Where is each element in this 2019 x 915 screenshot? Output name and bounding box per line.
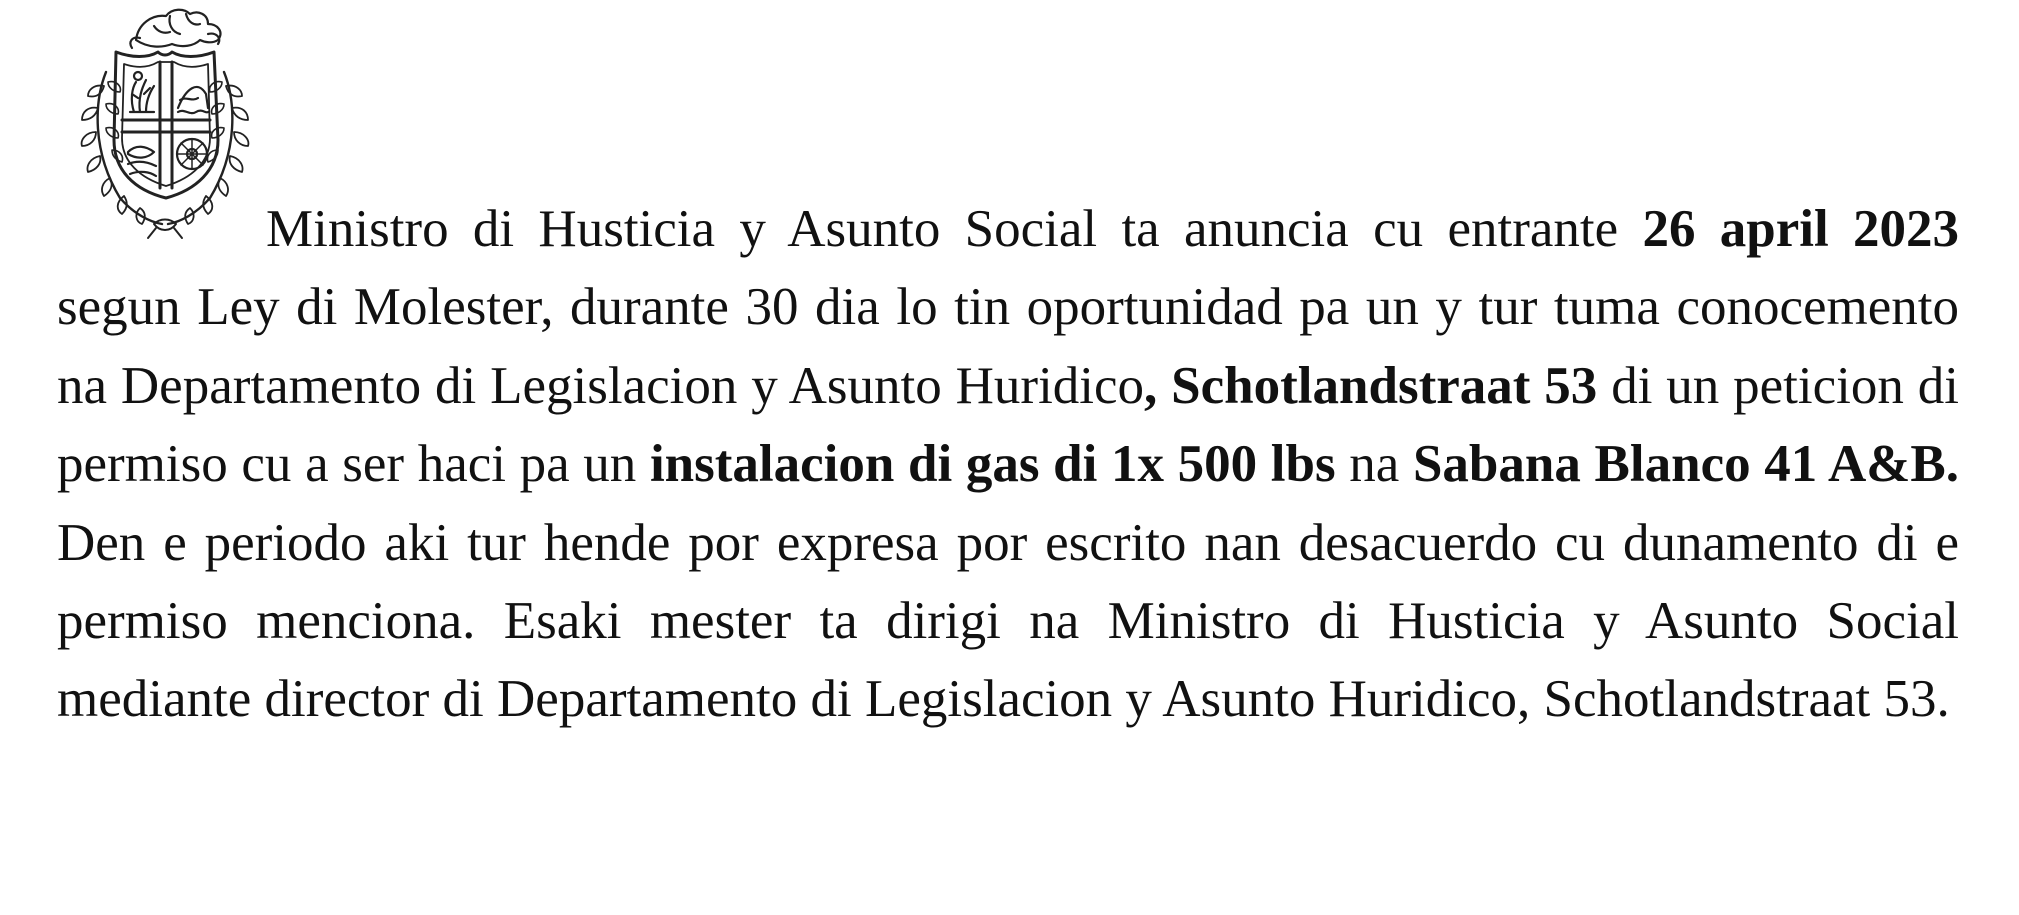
notice-text: na <box>1335 435 1413 494</box>
notice-highlight: Sabana Blanco 41 A&B. <box>1412 435 1959 494</box>
notice-text: di un peticion di permiso cu a ser haci pa un <box>57 356 1959 494</box>
notice-text: segun Ley di Molester, durante 30 dia lo tin oportunidad pa un y tur tuma conocemento na Departamento di Legislacion y Asunto Huridico <box>57 278 1959 415</box>
notice-text: Ministro di Husticia y Asunto Social ta anuncia cu entrante <box>266 200 1643 258</box>
notice-text: Den e periodo aki tur hende por expresa por escrito nan desacuerdo cu dunamento di e permiso menciona. Esaki mester ta dirigi na Ministro di Husticia y Asunto Social mediante director di Departamento di Legislacion y Asunto Huridico, Schotlandstraat 53. <box>57 513 1959 729</box>
notice-highlight: 26 april 2023 <box>1642 200 1960 258</box>
notice-highlight: , Schotlandstraat 53 <box>1144 356 1598 415</box>
notice-paragraph <box>57 190 1959 739</box>
notice-highlight: instalacion di gas di 1x 500 lbs <box>649 435 1336 494</box>
